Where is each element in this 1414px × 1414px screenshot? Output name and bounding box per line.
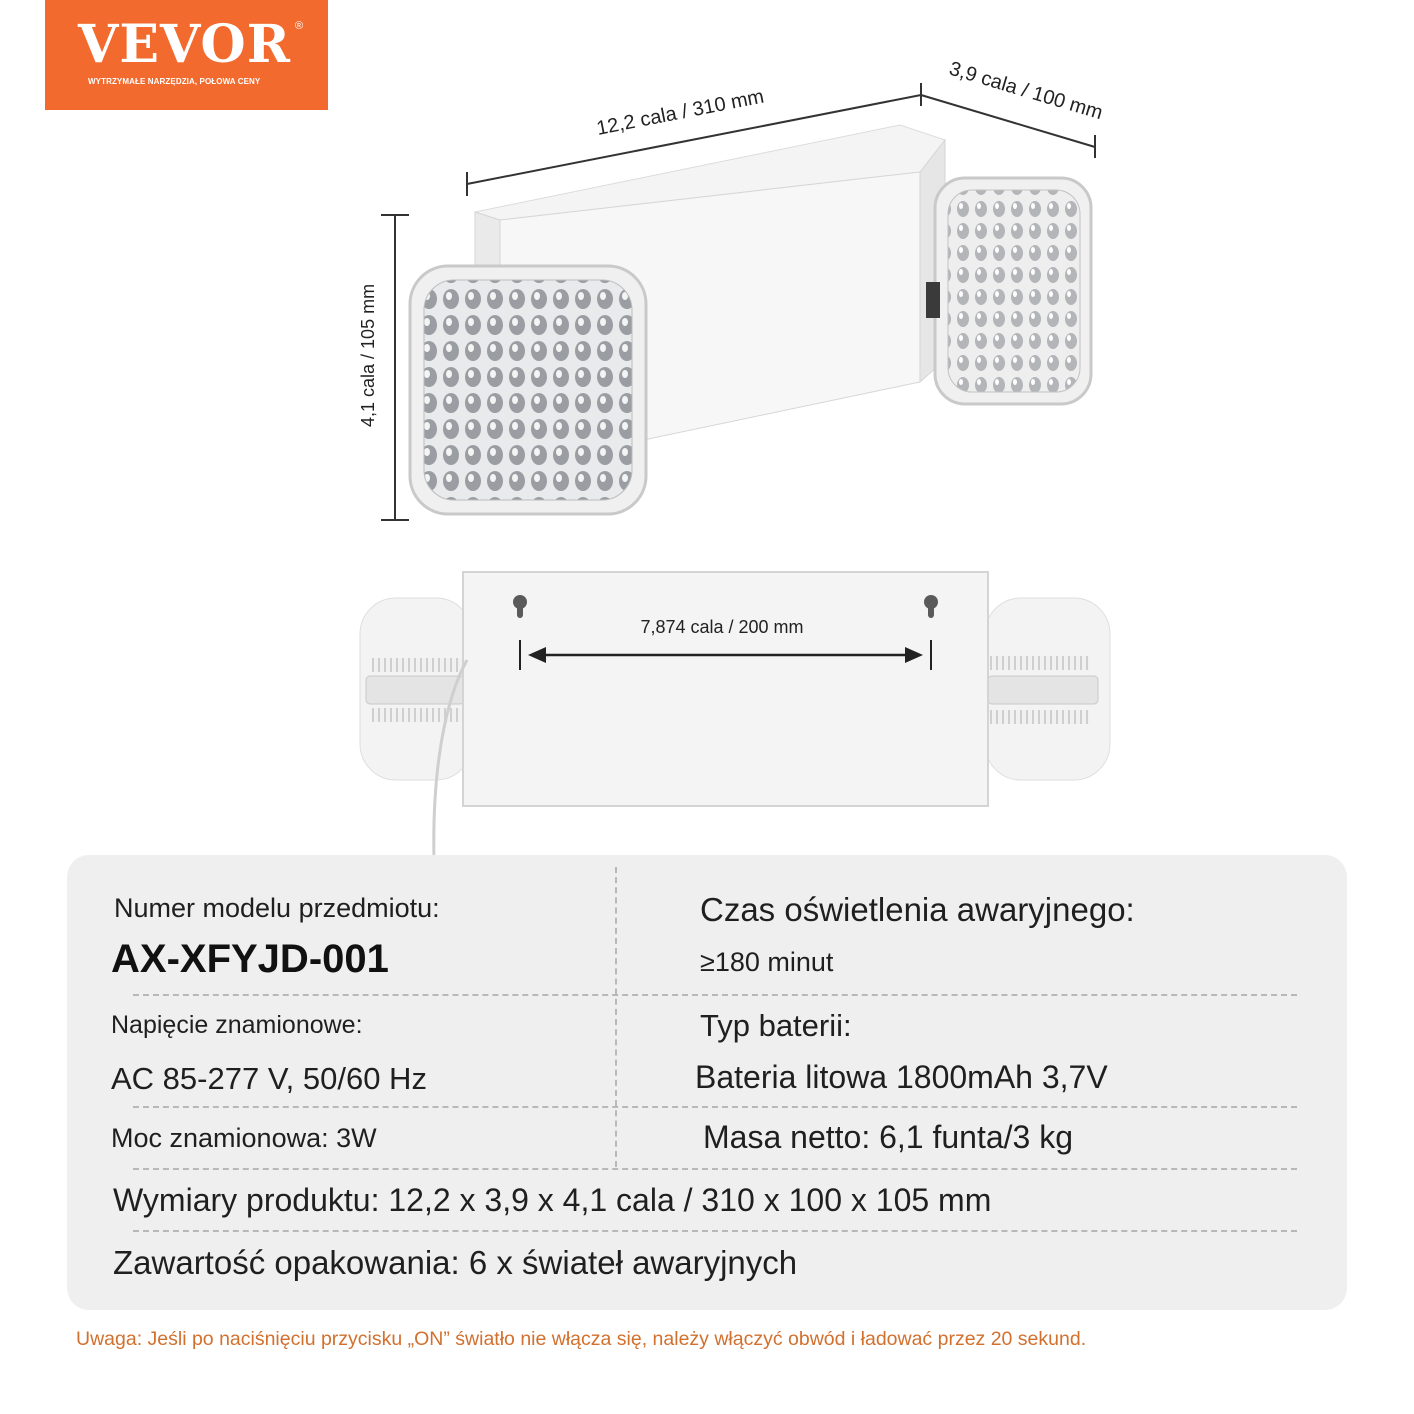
net-weight: Masa netto: 6,1 funta/3 kg (703, 1119, 1074, 1155)
logo-tagline: WYTRZYMAŁE NARZĘDZIA, POŁOWA CENY (88, 77, 261, 86)
package-contents: Zawartość opakowania: 6 x świateł awaryjnych (113, 1244, 798, 1281)
dimension-mount-spacing-label: 7,874 cala / 200 mm (640, 617, 804, 637)
specs-panel (67, 855, 1347, 1310)
dimension-height (358, 215, 409, 520)
specs-column-divider (615, 867, 617, 1167)
model-value: AX-XFYJD-001 (111, 937, 389, 981)
back-view (360, 572, 1110, 860)
battery-value: Bateria litowa 1800mAh 3,7V (695, 1059, 1108, 1095)
voltage-value: AC 85-277 V, 50/60 Hz (111, 1061, 427, 1096)
left-lamp-head (410, 266, 646, 514)
right-lamp-head (926, 178, 1091, 404)
dimension-length-label: 12,2 cala / 310 mm (594, 85, 766, 140)
specs-row-divider (133, 1106, 1297, 1108)
dimension-depth (921, 58, 1105, 158)
emergency-time-label: Czas oświetlenia awaryjnego: (700, 891, 1135, 928)
emergency-time-value: ≥180 minut (700, 947, 834, 977)
usage-note: Uwaga: Jeśli po naciśnięciu przycisku „ON” światło nie włącza się, należy włączyć obwód i ładować przez 20 sekund. (76, 1328, 1087, 1350)
battery-label: Typ baterii: (700, 1008, 852, 1043)
specs-row-divider (133, 1168, 1297, 1170)
model-label: Numer modelu przedmiotu: (114, 893, 440, 923)
specs-row-divider (133, 1230, 1297, 1232)
dimension-height-label: 4,1 cala / 105 mm (358, 283, 378, 427)
specs-row-divider (133, 994, 1297, 996)
voltage-label: Napięcie znamionowe: (111, 1011, 363, 1039)
dimension-depth-label: 3,9 cala / 100 mm (946, 57, 1106, 125)
logo-brand-name: VEVOR (78, 14, 291, 75)
power-rating: Moc znamionowa: 3W (111, 1123, 377, 1153)
logo-registered-mark: ® (295, 20, 304, 32)
product-dimensions: Wymiary produktu: 12,2 x 3,9 x 4,1 cala / 310 x 100 x 105 mm (113, 1182, 992, 1218)
